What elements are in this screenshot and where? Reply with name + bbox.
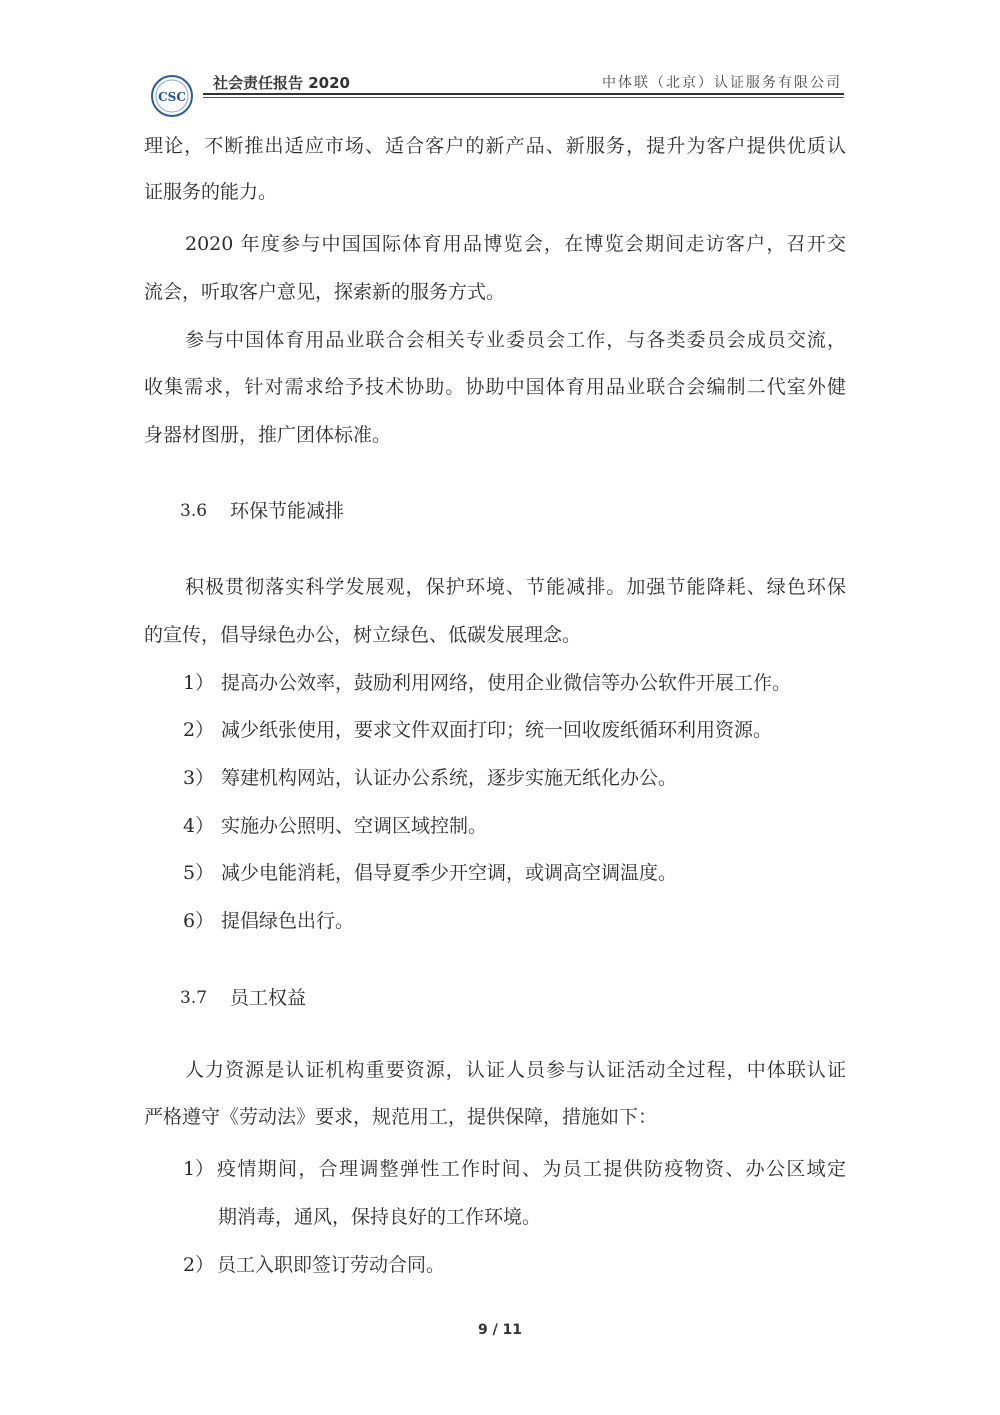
paragraph-line: 证服务的能力。 — [144, 181, 278, 203]
header-divider — [203, 93, 844, 95]
csc-logo-icon — [150, 74, 194, 118]
list-item: 疫情期间，合理调整弹性工作时间、为员工提供防疫物资、办公区域定 — [217, 1158, 846, 1180]
paragraph-line: 流会，听取客户意见，探索新的服务方式。 — [144, 281, 506, 303]
list-item: 员工入职即签订劳动合同。 — [217, 1254, 446, 1276]
paragraph-line: 人力资源是认证机构重要资源，认证人员参与认证活动全过程，中体联认证 — [185, 1059, 846, 1081]
header-company-name: 中体联（北京）认证服务有限公司 — [602, 75, 842, 91]
paragraph-line: 积极贯彻落实科学发展观，保护环境、节能减排。加强节能降耗、绿色环保 — [185, 576, 846, 598]
list-item: 实施办公照明、空调区域控制。 — [221, 815, 488, 837]
section-number: 3.7 — [180, 988, 208, 1008]
paragraph-line: 收集需求，针对需求给予技术协助。协助中国体育用品业联合会编制二代室外健 — [144, 376, 846, 398]
list-item: 提高办公效率，鼓励利用网络，使用企业微信等办公软件开展工作。 — [221, 672, 792, 694]
page-number: 9 / 11 — [477, 1322, 523, 1338]
section-heading: 员工权益 — [230, 987, 307, 1009]
list-number: 1） — [183, 672, 215, 694]
list-item: 提倡绿色出行。 — [221, 910, 355, 932]
paragraph-line: 的宣传，倡导绿色办公，树立绿色、低碳发展理念。 — [144, 624, 582, 646]
section-number: 3.6 — [180, 501, 208, 521]
paragraph-line: 理论，不断推出适应市场、适合客户的新产品、新服务，提升为客户提供优质认 — [144, 135, 846, 157]
svg-text:CSC: CSC — [158, 90, 186, 104]
list-number: 4） — [183, 815, 215, 837]
paragraph-line: 2020 年度参与中国国际体育用品博览会，在博览会期间走访客户，召开交 — [185, 233, 846, 255]
list-number: 1） — [183, 1158, 215, 1180]
paragraph-line: 身器材图册，推广团体标准。 — [144, 424, 392, 446]
list-item-continuation: 期消毒，通风，保持良好的工作环境。 — [218, 1206, 542, 1228]
list-number: 2） — [183, 1254, 215, 1276]
paragraph-line: 严格遵守《劳动法》要求，规范用工，提供保障，措施如下： — [144, 1106, 658, 1128]
list-number: 3） — [183, 767, 215, 789]
list-number: 6） — [183, 910, 215, 932]
section-heading: 环保节能减排 — [230, 500, 345, 522]
header-divider-thin — [203, 97, 844, 98]
list-number: 2） — [183, 719, 215, 741]
list-item: 筹建机构网站，认证办公系统，逐步实施无纸化办公。 — [221, 767, 678, 789]
paragraph-line: 参与中国体育用品业联合会相关专业委员会工作，与各类委员会成员交流， — [185, 329, 846, 351]
list-item: 减少电能消耗，倡导夏季少开空调，或调高空调温度。 — [221, 862, 678, 884]
list-item: 减少纸张使用，要求文件双面打印；统一回收废纸循环利用资源。 — [221, 719, 773, 741]
header-report-title: 社会责任报告 2020 — [213, 74, 350, 92]
list-number: 5） — [183, 862, 215, 884]
